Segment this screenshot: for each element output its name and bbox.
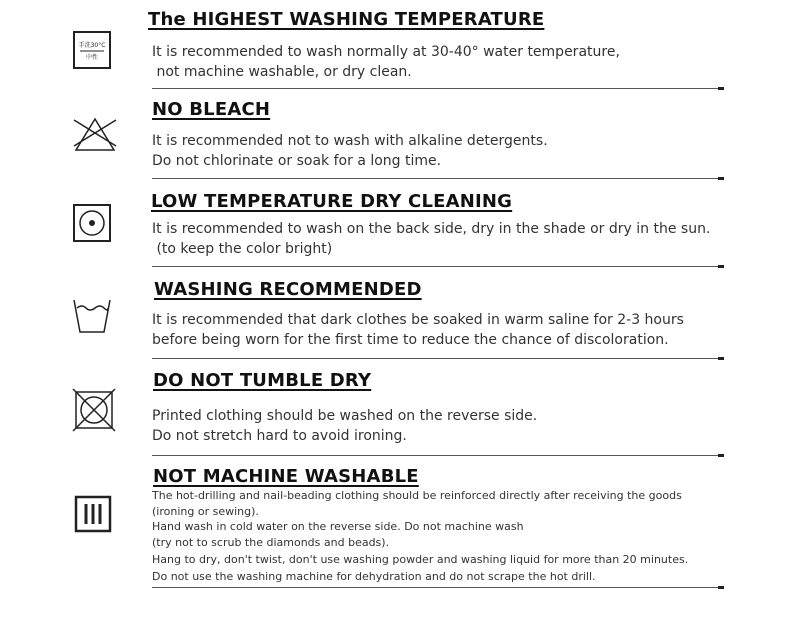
section-line: Do not stretch hard to avoid ironing. <box>152 428 407 444</box>
section-line: It is recommended that dark clothes be soaked in warm saline for 2-3 hours <box>152 312 684 328</box>
drip-dry-icon <box>74 495 112 533</box>
divider <box>152 266 724 267</box>
section-line: before being worn for the first time to reduce the chance of discoloration. <box>152 332 669 348</box>
divider <box>152 88 724 89</box>
section-line: Printed clothing should be washed on the reverse side. <box>152 408 538 424</box>
section-line: It is recommended not to wash with alkaline detergents. <box>152 133 548 149</box>
divider <box>152 178 724 179</box>
section-line: The hot-drilling and nail-beading clothing should be reinforced directly after receiving the goods <box>152 489 682 502</box>
wash-icon-text-top: 手洗30°C <box>78 42 106 49</box>
wash-basin-icon <box>72 296 112 336</box>
divider <box>152 358 724 359</box>
section-title: WASHING RECOMMENDED <box>154 279 422 300</box>
divider <box>152 455 724 456</box>
section-line: Hand wash in cold water on the reverse side. Do not machine wash <box>152 520 524 533</box>
section-line: Do not chlorinate or soak for a long time. <box>152 153 442 169</box>
no-bleach-icon <box>72 116 118 154</box>
section-title: DO NOT TUMBLE DRY <box>153 370 372 391</box>
section-line: Hang to dry, don't twist, don't use washing powder and washing liquid for more than 20 minutes. <box>152 553 689 566</box>
section-title: LOW TEMPERATURE DRY CLEANING <box>151 191 513 212</box>
wash-icon-text-bottom: 中性 <box>85 54 99 61</box>
section-line: Do not use the washing machine for dehydration and do not scrape the hot drill. <box>152 570 596 583</box>
wash-30-40-icon <box>72 30 112 70</box>
section-line: It is recommended to wash on the back side, dry in the shade or dry in the sun. <box>152 221 711 237</box>
section-line: not machine washable, or dry clean. <box>152 64 412 80</box>
divider <box>152 587 724 588</box>
section-line: (try not to scrub the diamonds and beads). <box>152 536 390 549</box>
section-line: It is recommended to wash normally at 30-40° water temperature, <box>152 44 620 60</box>
section-title: NO BLEACH <box>152 99 271 120</box>
section-line: (ironing or sewing). <box>152 505 259 518</box>
section-line: (to keep the color bright) <box>152 241 333 257</box>
section-title: NOT MACHINE WASHABLE <box>153 466 419 487</box>
low-temp-dry-clean-icon <box>72 203 112 243</box>
no-tumble-dry-icon <box>72 388 116 432</box>
section-title: The HIGHEST WASHING TEMPERATURE <box>148 9 545 30</box>
